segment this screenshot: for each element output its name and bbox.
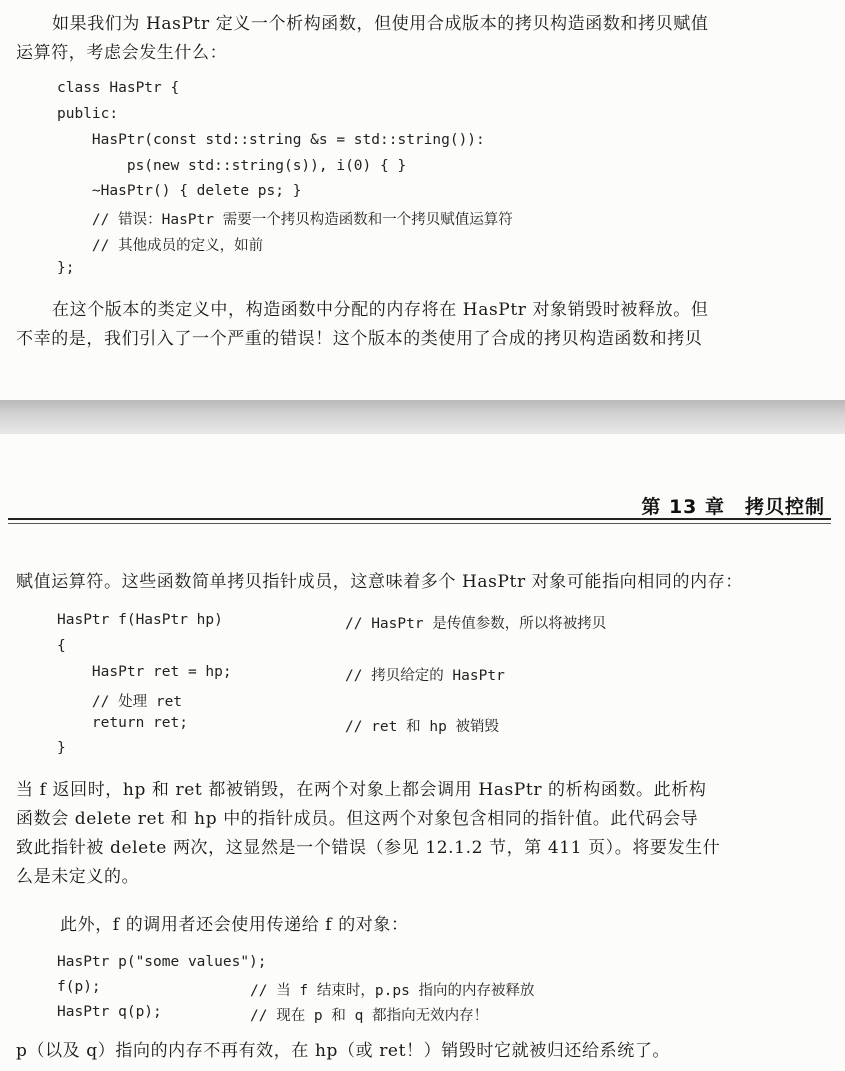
code-line: HasPtr ret = hp;	[57, 664, 232, 680]
code-line: };	[57, 260, 75, 276]
code-line: return ret;	[57, 715, 188, 731]
code-line: // 处理 ret	[57, 694, 183, 710]
code-line: {	[57, 638, 66, 654]
body-line-7: 么是未定义的。	[16, 867, 140, 887]
code-line: HasPtr f(HasPtr hp)	[57, 612, 223, 628]
body-line-6: 致此指针被 delete 两次，这显然是一个错误（参见 12.1.2 节，第 411 页）。将要发生什	[16, 838, 721, 858]
header-rule	[8, 518, 831, 520]
code-line: }	[57, 740, 66, 756]
code-comment-line: // 错误：HasPtr 需要一个拷贝构造函数和一个拷贝赋值运算符	[57, 212, 513, 228]
code-comment-line: // 其他成员的定义，如前	[57, 238, 264, 254]
body-line-1: 在这个版本的类定义中，构造函数中分配的内存将在 HasPtr 对象销毁时被释放。但	[52, 300, 709, 320]
chapter-header: 第 13 章 拷贝控制	[641, 496, 825, 518]
intro-line-2: 运算符，考虑会发生什么：	[16, 43, 228, 63]
code-line: class HasPtr {	[57, 80, 180, 96]
header-rule-thin	[8, 523, 831, 524]
code-comment: // HasPtr 是传值参数，所以将被拷贝	[345, 616, 607, 632]
body-line-9: p（以及 q）指向的内存不再有效，在 hp（或 ret！）销毁时它就被归还给系统了。	[16, 1041, 671, 1061]
code-line: HasPtr q(p);	[57, 1004, 162, 1020]
code-comment: // 现在 p 和 q 都指向无效内存！	[250, 1008, 489, 1024]
code-line: public:	[57, 106, 119, 122]
page-gap	[0, 400, 845, 434]
body-line-5: 函数会 delete ret 和 hp 中的指针成员。但这两个对象包含相同的指针值。此代码会导	[16, 809, 699, 829]
intro-line-1: 如果我们为 HasPtr 定义一个析构函数，但使用合成版本的拷贝构造函数和拷贝赋值	[52, 14, 709, 34]
code-line: ps(new std::string(s)), i(0) { }	[57, 158, 407, 174]
code-line: f(p);	[57, 979, 101, 995]
bottom-page	[0, 434, 845, 1071]
code-comment: // 当 f 结束时，p.ps 指向的内存被释放	[250, 983, 535, 999]
body-line-2: 不幸的是，我们引入了一个严重的错误！这个版本的类使用了合成的拷贝构造函数和拷贝	[16, 329, 703, 349]
body-line-8: 此外，f 的调用者还会使用传递给 f 的对象：	[60, 915, 409, 935]
body-line-3: 赋值运算符。这些函数简单拷贝指针成员，这意味着多个 HasPtr 对象可能指向相同的内存：	[16, 572, 743, 592]
code-comment: // ret 和 hp 被销毁	[345, 719, 500, 735]
code-line: HasPtr p("some values");	[57, 954, 267, 970]
code-line: ~HasPtr() { delete ps; }	[57, 183, 302, 199]
top-page	[0, 0, 845, 400]
code-comment: // 拷贝给定的 HasPtr	[345, 668, 505, 684]
code-line: HasPtr(const std::string &s = std::string()):	[57, 132, 485, 148]
body-line-4: 当 f 返回时，hp 和 ret 都被销毁，在两个对象上都会调用 HasPtr 的析构函数。此析构	[16, 780, 707, 800]
